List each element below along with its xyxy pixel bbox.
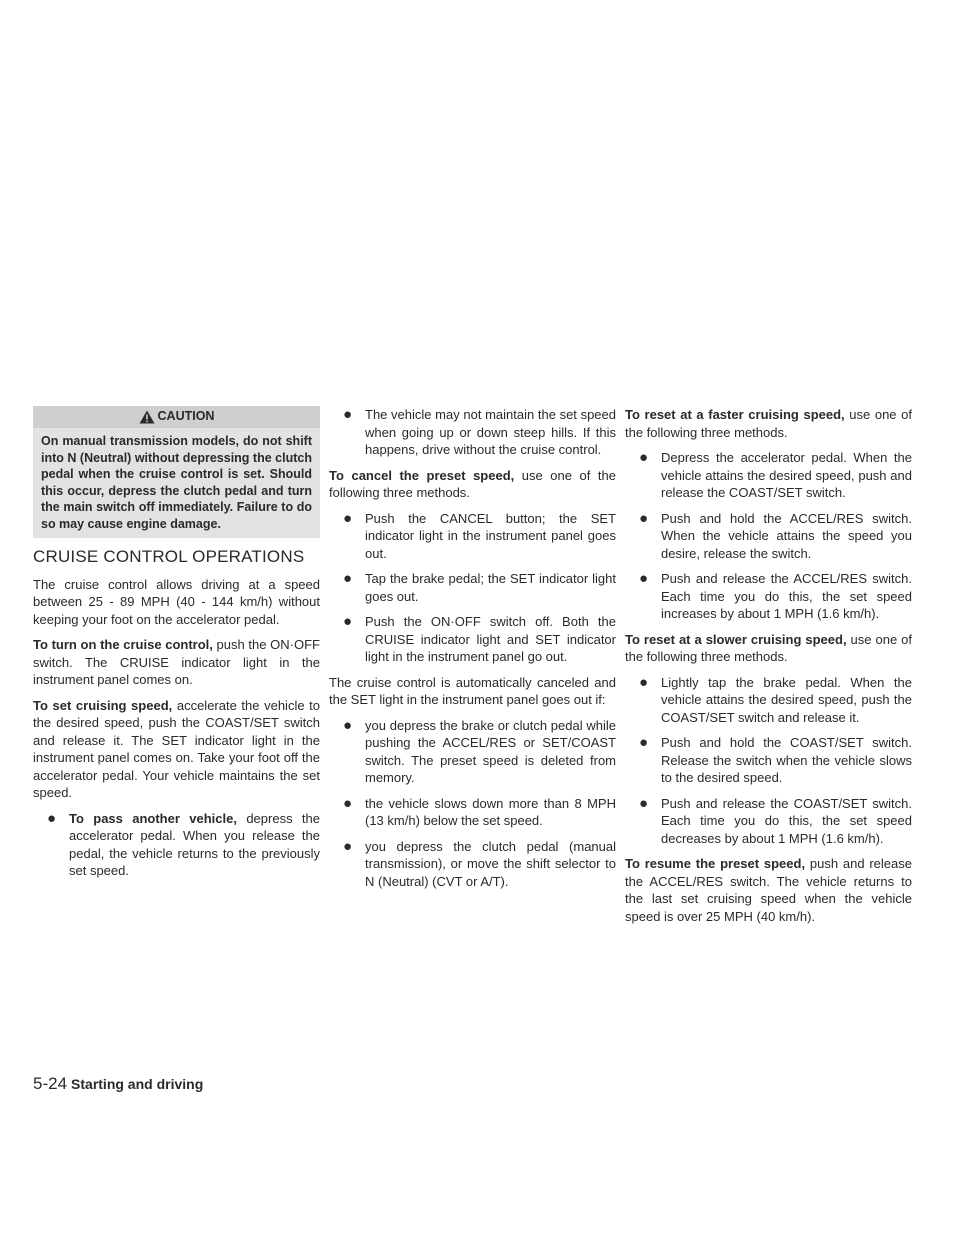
pass-vehicle-item: [33, 810, 320, 880]
warning-triangle-icon: [139, 410, 155, 424]
column-2: [329, 406, 616, 898]
cancel-paragraph: [329, 467, 616, 502]
slower-item-text: Lightly tap the brake pedal. When the vehicle attains the desired speed, push the COAST/SET switch and release it.: [661, 674, 912, 725]
slower-item-text: Push and hold the COAST/SET switch. Release the switch when the vehicle slows to the desired speed.: [661, 735, 912, 785]
caution-box: [33, 406, 320, 538]
slower-text: use one of the following three methods.: [625, 631, 912, 664]
hills-item: [329, 406, 616, 459]
caution-text: On manual transmission models, do not shift into N (Neutral) without depressing the clutch pedal when the cruise control is set. Should this occur, depress the clutch pedal and turn the main switch off immediately. Failure to do so may cause engine damage.: [41, 434, 312, 531]
set-speed-lead: To set cruising speed,: [33, 697, 173, 713]
cancel-lead: To cancel the preset speed,: [329, 467, 515, 483]
turn-on-paragraph: [33, 636, 320, 689]
list-item: [329, 570, 616, 605]
bullet-icon: ●: [639, 734, 649, 751]
bullet-icon: ●: [639, 673, 649, 691]
section-title: CRUISE CONTROL OPERATIONS: [33, 547, 305, 566]
slower-item-text: Push and release the COAST/SET switch. Each time you do this, the set speed decreases by about 1 MPH (1.6 km/h).: [661, 795, 912, 846]
list-item: [625, 510, 912, 563]
auto-cancel-paragraph: The cruise control is automatically canceled and the SET light in the instrument panel goes out if:: [329, 674, 616, 707]
bullet-icon: ●: [639, 509, 649, 527]
turn-on-lead: To turn on the cruise control,: [33, 637, 213, 652]
cancel-item-text: Tap the brake pedal; the SET indicator light goes out.: [365, 571, 616, 604]
caution-title: CAUTION: [157, 409, 215, 424]
bullet-icon: ●: [639, 794, 649, 812]
auto-item-text: the vehicle slows down more than 8 MPH (13 km/h) below the set speed.: [365, 795, 616, 828]
list-item: [329, 795, 616, 830]
bullet-icon: ●: [343, 613, 353, 630]
pass-vehicle-lead: To pass another vehicle,: [69, 810, 237, 826]
column-1: [33, 406, 320, 888]
cancel-item-text: Push the CANCEL button; the SET indicator light in the instrument panel goes out.: [365, 510, 616, 561]
bullet-icon: ●: [343, 794, 353, 812]
list-item: [329, 838, 616, 891]
bullet-icon: ●: [343, 570, 353, 587]
bullet-icon: ●: [343, 837, 353, 855]
cancel-item-text: Push the ON·OFF switch off. Both the CRUISE indicator light and SET indicator light in the instrument panel go out.: [365, 614, 616, 664]
list-item: [625, 449, 912, 502]
page-number: 5-24: [33, 1074, 68, 1093]
faster-item-text: Push and release the ACCEL/RES switch. Each time you do this, the set speed increases by about 1 MPH (1.6 km/h).: [661, 571, 912, 621]
intro-paragraph: The cruise control allows driving at a speed between 25 - 89 MPH (40 - 144 km/h) without keeping your foot on the accelerator pedal.: [33, 576, 320, 627]
column-3: [625, 406, 912, 933]
slower-paragraph: [625, 631, 912, 666]
list-item: [329, 510, 616, 563]
list-item: [625, 795, 912, 848]
pass-vehicle-text: depress the accelerator pedal. When you release the pedal, the vehicle returns to the previously set speed.: [69, 810, 320, 878]
list-item: [329, 717, 616, 787]
hills-text: The vehicle may not maintain the set speed when going up or down steep hills. If this happens, drive without the cruise control.: [365, 407, 616, 457]
page-footer: [33, 1075, 203, 1099]
bullet-icon: ●: [343, 406, 353, 423]
faster-item-text: Depress the accelerator pedal. When the vehicle attains the desired speed, push and release the COAST/SET switch.: [661, 450, 912, 500]
slower-lead: To reset at a slower cruising speed,: [625, 631, 847, 647]
faster-item-text: Push and hold the ACCEL/RES switch. When the vehicle attains the speed you desire, release the switch.: [661, 510, 912, 561]
list-item: [625, 570, 912, 623]
set-speed-text: accelerate the vehicle to the desired speed, push the COAST/SET switch and release it. The SET indicator light in the instrument panel comes on. Take your foot off the accelerator pedal. Your vehicle maintains the set speed.: [33, 697, 320, 800]
section-name: Starting and driving: [71, 1076, 204, 1092]
turn-on-text: push the ON·OFF switch. The CRUISE indicator light in the instrument panel comes on.: [33, 637, 320, 687]
bullet-icon: ●: [343, 716, 353, 734]
cancel-text: use one of the following three methods.: [329, 467, 616, 500]
faster-text: use one of the following three methods.: [625, 407, 912, 440]
list-item: [329, 613, 616, 666]
faster-lead: To reset at a faster cruising speed,: [625, 407, 845, 422]
auto-item-text: you depress the clutch pedal (manual transmission), or move the shift selector to N (Neutral) (CVT or A/T).: [365, 838, 616, 889]
auto-item-text: you depress the brake or clutch pedal while pushing the ACCEL/RES or SET/COAST switch. The preset speed is deleted from memory.: [365, 717, 616, 785]
resume-paragraph: [625, 855, 912, 925]
resume-lead: To resume the preset speed,: [625, 856, 806, 871]
set-speed-paragraph: [33, 697, 320, 802]
bullet-icon: ●: [343, 509, 353, 527]
list-item: [625, 734, 912, 787]
list-item: [625, 674, 912, 727]
resume-text: push and release the ACCEL/RES switch. The vehicle returns to the last set cruising speed when the vehicle speed is over 25 MPH (40 km/h).: [625, 856, 912, 924]
faster-paragraph: [625, 406, 912, 441]
bullet-icon: ●: [639, 570, 649, 587]
caution-header: [33, 406, 320, 428]
bullet-icon: ●: [47, 809, 57, 827]
bullet-icon: ●: [639, 449, 649, 466]
